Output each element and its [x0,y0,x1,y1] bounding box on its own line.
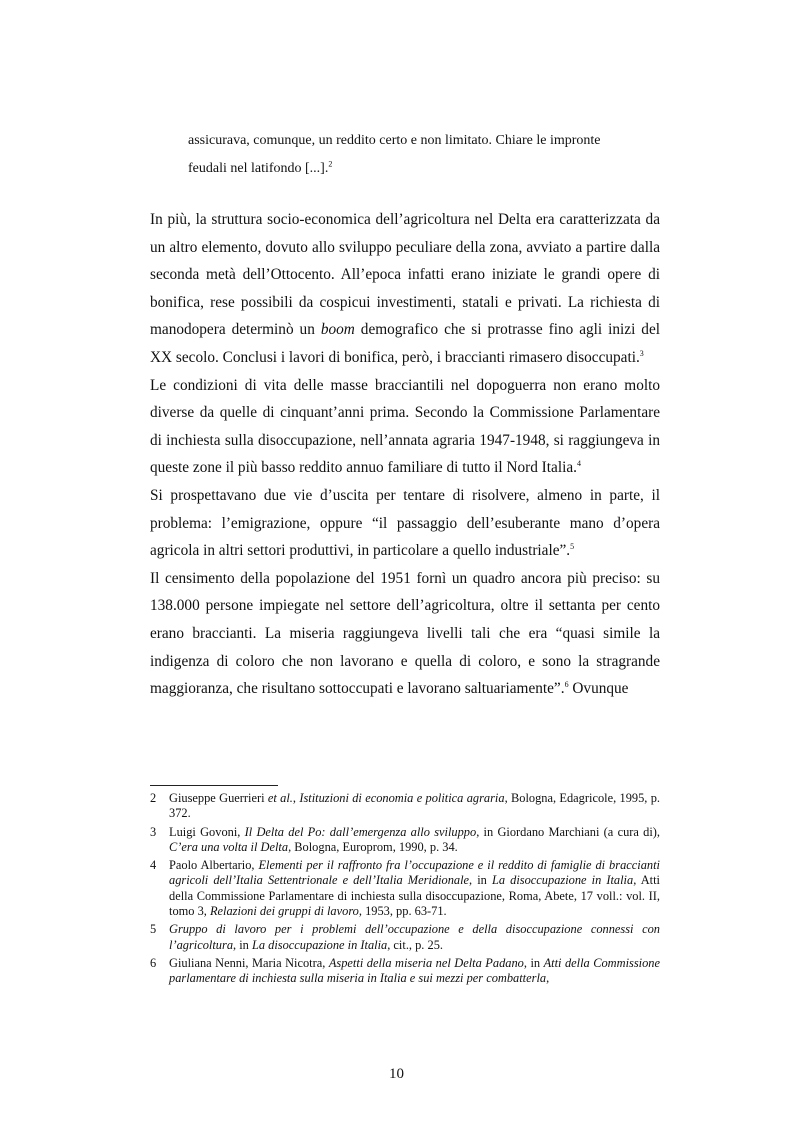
footnote-ref: 3 [639,348,644,358]
footnote [150,956,660,987]
footnote [150,858,660,919]
paragraph [150,372,660,482]
footnote-text: Gruppo di lavoro per i problemi dell’occupazione e della disoccupazione connessi con l’agricoltura, in La disoccupazione in Italia, cit., p. 25. [169,922,660,952]
footnote-number: 6 [150,955,157,970]
page-number: 10 [389,1066,404,1082]
footnote-number: 5 [150,922,157,937]
quote-line [188,155,658,183]
footnote-text: Paolo Albertario, Elementi per il raffronto fra l’occupazione e il reddito di famiglie di braccianti agricoli dell’Italia Settentrionale e dell’Italia Meridionale, in La disoccupazione in Italia, Atti della Commissione Parlamentare di inchiesta sulla disoccupazione, Roma, Abete, 17 voll.: vol. II, tomo 3, Relazioni dei gruppi di lavoro, 1953, pp. 63-71. [169,858,660,919]
paragraph-text: Le condizioni di vita delle masse bracciantili nel dopoguerra non erano molto diverse da quelle di cinquant’anni prima. Secondo la Commissione Parlamentare di inchiesta sulla disoccupazione, nell’annata agraria 1947-1948, si raggiungeva in queste zone il più basso reddito annuo familiare di tutto il Nord Italia. [150,376,660,477]
footnote-number: 2 [150,791,157,805]
paragraph [150,482,660,565]
paragraph-text: Il censimento della popolazione del 1951 fornì un quadro ancora più preciso: su 138.000 persone impiegate nel settore dell’agricoltura, oltre il settanta per cento erano braccianti. La miseria raggiungeva livelli tali che era “quasi simile la indigenza di coloro che non lavorano e quella di coloro, e sono la stragrande maggioranza, che risultano sottoccupati e lavorano saltuariamente”. [150,569,660,698]
paragraph-text: Si prospettavano due vie d’uscita per tentare di risolvere, almeno in parte, il problema: l’emigrazione, oppure “il passaggio dell’esuberante mano d’opera agricola in altri settori produttivi, in particolare a quello industriale”. [150,486,660,560]
footnote-ref: 4 [576,459,581,469]
paragraph-text: Ovunque [568,680,629,698]
quote-line: assicurava, comunque, un reddito certo e non limitato. Chiare le impronte [188,133,601,148]
footnote-number: 4 [150,858,157,873]
footnote [150,922,660,953]
footnotes [150,791,660,990]
block-quote [188,127,658,183]
footnote-text: Giuliana Nenni, Maria Nicotra, Aspetti della miseria nel Delta Padano, in Atti della Commissione parlamentare di inchiesta sulla miseria in Italia e sui mezzi per combatterla, [169,955,660,986]
footnote-separator [150,785,278,786]
footnote-ref: 6 [564,680,569,689]
footnote-text: Luigi Govoni, Il Delta del Po: dall’emergenza allo sviluppo, in Giordano Marchiani (a cura di), C’era una volta il Delta, Bologna, Europrom, 1990, p. 34. [169,824,661,854]
paragraph [150,206,660,372]
paragraph [150,565,660,703]
paragraph-text: In più, la struttura socio-economica dell’agricoltura nel Delta era caratterizzata da un altro elemento, dovuto allo sviluppo peculiare della zona, avviato a partire dalla seconda metà dell’Ottocento. All’epoca infatti erano iniziate le grandi opere di bonifica, rese possibili da cospicui investimenti, statali e privati. La richiesta di manodopera determinò un [150,211,660,339]
emphasis-text: boom [320,321,355,339]
body-text [150,206,660,703]
footnote-text: Giuseppe Guerrieri et al., Istituzioni di economia e politica agraria, Bologna, Edagricole, 1995, p. 372. [169,791,661,821]
footnote [150,791,660,822]
footnote-ref: 5 [570,542,575,552]
footnote-ref: 2 [328,159,333,169]
quote-text: feudali nel latifondo [...]. [188,161,329,176]
paragraph-text: demografico che si protrasse fino agli inizi del XX secolo. Conclusi i lavori di bonifica, però, i braccianti rimasero disoccupati. [150,321,660,366]
footnote-number: 3 [150,824,157,839]
footnote [150,825,660,856]
